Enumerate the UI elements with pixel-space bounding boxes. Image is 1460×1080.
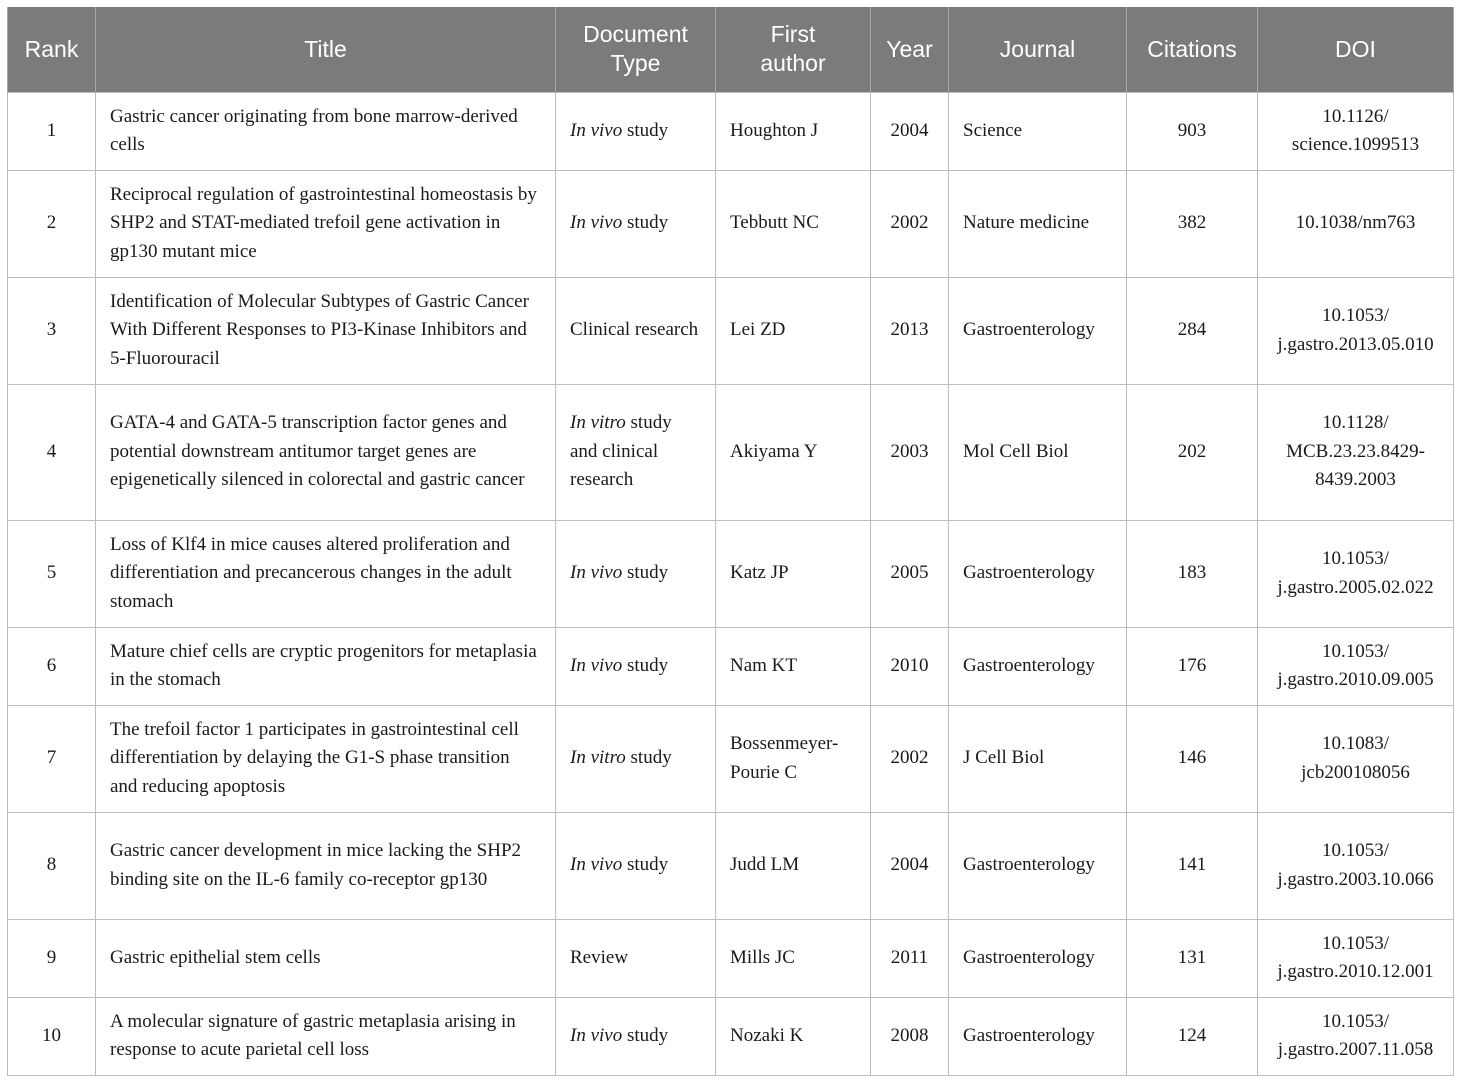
cell-year: 2008 bbox=[871, 997, 949, 1075]
cell-journal: Nature medicine bbox=[949, 170, 1127, 277]
cell-citations: 183 bbox=[1127, 520, 1258, 627]
document-type-italic: In vivo bbox=[570, 119, 623, 141]
cell-rank: 9 bbox=[8, 919, 96, 997]
document-type-text: Review bbox=[570, 946, 629, 968]
cell-rank: 4 bbox=[8, 384, 96, 520]
document-type-italic: In vivo bbox=[570, 562, 623, 584]
header-first-author bbox=[716, 7, 871, 92]
table-header bbox=[8, 7, 1454, 92]
cell-journal: Gastroenterology bbox=[949, 812, 1127, 919]
header-document-type-line2: Type bbox=[610, 50, 661, 77]
doi-line2: j.gastro.2007.11.058 bbox=[1277, 1039, 1434, 1060]
cell-first-author: Nozaki K bbox=[716, 997, 871, 1075]
doi-line2: j.gastro.2005.02.022 bbox=[1277, 576, 1434, 598]
doi-line1: 10.1053/ bbox=[1321, 548, 1390, 569]
document-type-text: study bbox=[622, 562, 669, 584]
cell-citations: 141 bbox=[1127, 812, 1258, 919]
table-row bbox=[8, 919, 1454, 997]
cell-doi bbox=[1258, 919, 1454, 997]
cell-document-type bbox=[556, 92, 716, 170]
cell-title: Gastric epithelial stem cells bbox=[96, 919, 556, 997]
doi-line2: jcb200108056 bbox=[1301, 761, 1410, 783]
cell-title: A molecular signature of gastric metaplasia arising in response to acute parietal cell loss bbox=[96, 997, 556, 1075]
cell-rank: 5 bbox=[8, 520, 96, 627]
cell-year: 2005 bbox=[871, 520, 949, 627]
doi-line2: j.gastro.2013.05.010 bbox=[1277, 333, 1434, 355]
doi-line1: 10.1053/ bbox=[1321, 840, 1390, 861]
cell-title: Gastric cancer development in mice lacking the SHP2 binding site on the IL-6 family co-receptor gp130 bbox=[96, 812, 556, 919]
header-first-author-line2: author bbox=[760, 50, 826, 77]
cell-document-type bbox=[556, 997, 716, 1075]
cell-doi bbox=[1258, 277, 1454, 384]
cell-citations: 202 bbox=[1127, 384, 1258, 520]
doi-line1: 10.1083/ bbox=[1321, 733, 1390, 754]
cell-year: 2013 bbox=[871, 277, 949, 384]
cell-citations: 124 bbox=[1127, 997, 1258, 1075]
cell-first-author: Lei ZD bbox=[716, 277, 871, 384]
document-type-text: Clinical research bbox=[570, 319, 699, 341]
cell-year: 2004 bbox=[871, 812, 949, 919]
document-type-text: study bbox=[622, 654, 669, 676]
document-type-italic: In vivo bbox=[570, 212, 623, 234]
table-row bbox=[8, 170, 1454, 277]
cell-citations: 131 bbox=[1127, 919, 1258, 997]
cell-title: Gastric cancer originating from bone marrow-derived cells bbox=[96, 92, 556, 170]
cell-doi bbox=[1258, 705, 1454, 812]
table-row bbox=[8, 520, 1454, 627]
header-title: Title bbox=[96, 7, 556, 92]
cell-first-author: Bossenmeyer-Pourie C bbox=[716, 705, 871, 812]
document-type-italic: In vivo bbox=[570, 654, 623, 676]
cell-year: 2010 bbox=[871, 627, 949, 705]
cell-journal: Mol Cell Biol bbox=[949, 384, 1127, 520]
header-document-type bbox=[556, 7, 716, 92]
header-year: Year bbox=[871, 7, 949, 92]
document-type-text: study bbox=[622, 1024, 669, 1046]
cell-first-author: Houghton J bbox=[716, 92, 871, 170]
cell-document-type bbox=[556, 812, 716, 919]
document-type-text: study bbox=[622, 119, 669, 141]
cell-document-type bbox=[556, 170, 716, 277]
cell-first-author: Mills JC bbox=[716, 919, 871, 997]
cell-first-author: Akiyama Y bbox=[716, 384, 871, 520]
cell-title: GATA-4 and GATA-5 transcription factor genes and potential downstream antitumor target genes are epigenetically silenced in colorectal and gastric cancer bbox=[96, 384, 556, 520]
cell-year: 2011 bbox=[871, 919, 949, 997]
cell-rank: 7 bbox=[8, 705, 96, 812]
cell-rank: 6 bbox=[8, 627, 96, 705]
cell-title: Mature chief cells are cryptic progenitors for metaplasia in the stomach bbox=[96, 627, 556, 705]
header-citations: Citations bbox=[1127, 7, 1258, 92]
cell-document-type bbox=[556, 919, 716, 997]
cell-year: 2004 bbox=[871, 92, 949, 170]
cell-first-author: Nam KT bbox=[716, 627, 871, 705]
document-type-text: study and clinical research bbox=[570, 412, 677, 491]
cell-journal: Gastroenterology bbox=[949, 520, 1127, 627]
cell-rank: 8 bbox=[8, 812, 96, 919]
cell-title: Reciprocal regulation of gastrointestinal homeostasis by SHP2 and STAT-mediated trefoil gene activation in gp130 mutant mice bbox=[96, 170, 556, 277]
cell-doi bbox=[1258, 384, 1454, 520]
cell-doi bbox=[1258, 997, 1454, 1075]
cell-document-type bbox=[556, 277, 716, 384]
cell-citations: 382 bbox=[1127, 170, 1258, 277]
cell-document-type bbox=[556, 384, 716, 520]
table-row bbox=[8, 277, 1454, 384]
cell-first-author: Judd LM bbox=[716, 812, 871, 919]
cell-citations: 176 bbox=[1127, 627, 1258, 705]
cell-journal: Science bbox=[949, 92, 1127, 170]
cell-citations: 284 bbox=[1127, 277, 1258, 384]
cell-title: Loss of Klf4 in mice causes altered proliferation and differentiation and precancerous changes in the adult stomach bbox=[96, 520, 556, 627]
doi-line1: 10.1053/ bbox=[1321, 932, 1390, 954]
cell-document-type bbox=[556, 520, 716, 627]
table-row bbox=[8, 812, 1454, 919]
doi-line1: 10.1053/ bbox=[1321, 305, 1390, 326]
cell-journal: Gastroenterology bbox=[949, 277, 1127, 384]
document-type-italic: In vitro bbox=[570, 747, 626, 769]
cell-title: The trefoil factor 1 participates in gastrointestinal cell differentiation by delaying the G1-S phase transition and reducing apoptosis bbox=[96, 705, 556, 812]
cell-rank: 3 bbox=[8, 277, 96, 384]
top-cited-articles-table bbox=[7, 7, 1454, 1076]
cell-citations: 903 bbox=[1127, 92, 1258, 170]
table-row bbox=[8, 384, 1454, 520]
cell-doi bbox=[1258, 520, 1454, 627]
header-doi: DOI bbox=[1258, 7, 1454, 92]
cell-journal: Gastroenterology bbox=[949, 919, 1127, 997]
doi-line2: j.gastro.2010.12.001 bbox=[1277, 961, 1434, 982]
cell-journal: Gastroenterology bbox=[949, 997, 1127, 1075]
cell-journal: J Cell Biol bbox=[949, 705, 1127, 812]
document-type-text: study bbox=[625, 747, 672, 769]
cell-doi bbox=[1258, 92, 1454, 170]
cell-doi bbox=[1258, 170, 1454, 277]
table-row bbox=[8, 92, 1454, 170]
table-body bbox=[8, 92, 1454, 1075]
cell-first-author: Tebbutt NC bbox=[716, 170, 871, 277]
table-row bbox=[8, 997, 1454, 1075]
cell-doi bbox=[1258, 812, 1454, 919]
cell-year: 2003 bbox=[871, 384, 949, 520]
cell-year: 2002 bbox=[871, 705, 949, 812]
doi-line1: 10.1053/ bbox=[1321, 640, 1390, 662]
header-rank: Rank bbox=[8, 7, 96, 92]
doi-line1: 10.1126/ bbox=[1322, 105, 1389, 127]
cell-title: Identification of Molecular Subtypes of Gastric Cancer With Different Responses to PI3-Kinase Inhibitors and 5-Fluorouracil bbox=[96, 277, 556, 384]
cell-journal: Gastroenterology bbox=[949, 627, 1127, 705]
doi-line2: j.gastro.2003.10.066 bbox=[1277, 868, 1434, 890]
document-type-italic: In vitro bbox=[570, 412, 626, 434]
cell-rank: 2 bbox=[8, 170, 96, 277]
table-row bbox=[8, 627, 1454, 705]
cell-rank: 1 bbox=[8, 92, 96, 170]
table-container bbox=[7, 7, 1453, 1076]
cell-document-type bbox=[556, 705, 716, 812]
doi-line1: 10.1128/ bbox=[1322, 412, 1389, 434]
doi-line1: 10.1038/nm763 bbox=[1295, 212, 1416, 234]
document-type-italic: In vivo bbox=[570, 854, 623, 876]
cell-document-type bbox=[556, 627, 716, 705]
doi-line2: MCB.23.23.8429-8439.2003 bbox=[1286, 440, 1425, 491]
header-document-type-line1: Document bbox=[583, 21, 688, 48]
header-journal: Journal bbox=[949, 7, 1127, 92]
table-row bbox=[8, 705, 1454, 812]
document-type-text: study bbox=[622, 212, 669, 234]
cell-rank: 10 bbox=[8, 997, 96, 1075]
document-type-italic: In vivo bbox=[570, 1024, 623, 1046]
header-first-author-line1: First bbox=[770, 21, 816, 48]
doi-line1: 10.1053/ bbox=[1321, 1010, 1390, 1032]
cell-year: 2002 bbox=[871, 170, 949, 277]
cell-first-author: Katz JP bbox=[716, 520, 871, 627]
doi-line2: science.1099513 bbox=[1291, 134, 1420, 155]
cell-citations: 146 bbox=[1127, 705, 1258, 812]
doi-line2: j.gastro.2010.09.005 bbox=[1277, 669, 1434, 690]
document-type-text: study bbox=[622, 854, 669, 876]
header-row bbox=[8, 7, 1454, 92]
cell-doi bbox=[1258, 627, 1454, 705]
